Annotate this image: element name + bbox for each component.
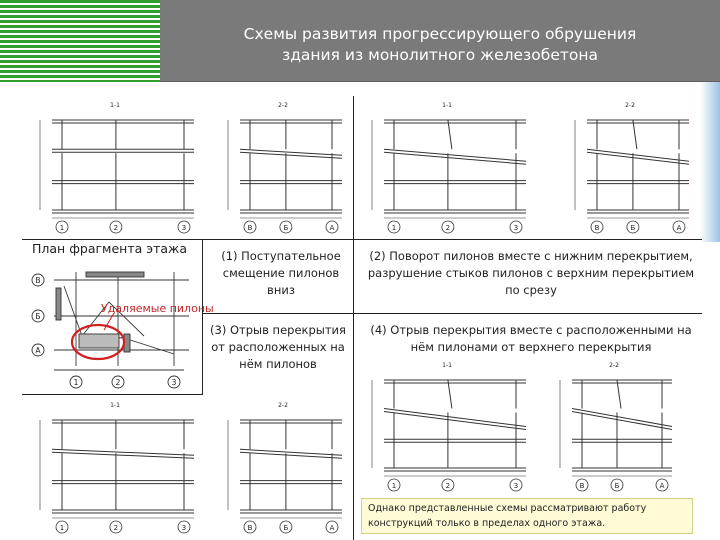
plan-axis-row-1: В <box>35 276 41 285</box>
d4a-axis-label-2: 2 <box>445 482 451 490</box>
drawing-4-section-1-1 <box>362 358 532 494</box>
drawing-1-section-1-1 <box>30 98 200 236</box>
title-line-1: Схемы развития прогрессирующего обрушения <box>243 25 637 43</box>
d3a-axis-label-3: 3 <box>181 524 187 532</box>
divider-horizontal-top <box>22 239 702 240</box>
plan-axis-col-2: 2 <box>115 378 121 387</box>
d1b-section-label: 2-2 <box>278 102 288 109</box>
d2a-axis-label-1: 1 <box>391 224 397 232</box>
d1a-axis-label-2: 2 <box>113 224 119 232</box>
d3a-axis-label-1: 1 <box>59 524 65 532</box>
d3b-axis-label-1: В <box>247 524 253 532</box>
d1b-axis-label-2: Б <box>283 224 289 232</box>
d4a-section-label: 1-1 <box>442 362 452 369</box>
page-title <box>160 24 720 66</box>
d1a-axis-label-3: 3 <box>181 224 187 232</box>
divider-vertical <box>353 96 354 540</box>
d1a-section-label: 1-1 <box>110 102 120 109</box>
d3b-section-label: 2-2 <box>278 402 288 409</box>
d2b-section-label: 2-2 <box>625 102 635 109</box>
d2b-axis-label-1: В <box>594 224 600 232</box>
d3b-axis-label-3: А <box>329 524 335 532</box>
title-line-2: здания из монолитного железобетона <box>281 46 599 64</box>
plan-axis-col-3: 3 <box>171 378 177 387</box>
d4b-axis-label-3: А <box>659 482 665 490</box>
d4b-axis-label-2: Б <box>614 482 620 490</box>
d1a-axis-label-1: 1 <box>59 224 65 232</box>
header-stripes <box>0 0 160 82</box>
accent-bar <box>700 82 720 242</box>
plan-axis-row-3: А <box>35 346 41 355</box>
d3a-section-label: 1-1 <box>110 402 120 409</box>
d2a-axis-label-3: 3 <box>513 224 519 232</box>
d2b-axis-label-3: А <box>676 224 682 232</box>
divider-horizontal-plan <box>22 394 202 395</box>
d2a-axis-label-2: 2 <box>445 224 451 232</box>
drawing-4-section-2-2 <box>550 358 678 494</box>
d3b-axis-label-2: Б <box>283 524 289 532</box>
plan-axis-col-1: 1 <box>73 378 79 387</box>
caption-scheme-1: (1) Поступательное смещение пилонов вниз <box>221 249 341 297</box>
caption-scheme-2: (2) Поворот пилонов вместе с нижним перекрытием, разрушение стыков пилонов с верхним перекрытием по срезу <box>367 249 695 297</box>
divider-plan-right <box>202 239 203 395</box>
d1b-axis-label-1: В <box>247 224 253 232</box>
d4b-section-label: 2-2 <box>609 362 619 369</box>
d4a-axis-label-3: 3 <box>513 482 519 490</box>
note-line-1: Однако представленные схемы рассматривают работу <box>368 503 647 514</box>
drawing-1-section-2-2 <box>218 98 348 236</box>
caption-scheme-4: (4) Отрыв перекрытия вместе с расположенными на нём пилонами от верхнего перекрытия <box>370 323 692 354</box>
plan-title: План фрагмента этажа <box>32 241 187 256</box>
d2b-axis-label-2: Б <box>630 224 636 232</box>
drawing-3-section-2-2 <box>218 398 348 536</box>
removed-pylons-label: Удаляемые пилоны <box>101 302 214 315</box>
d3a-axis-label-2: 2 <box>113 524 119 532</box>
d4a-axis-label-1: 1 <box>391 482 397 490</box>
note-line-2: конструкций только в пределах одного этажа. <box>368 518 606 529</box>
d2a-section-label: 1-1 <box>442 102 452 109</box>
d4b-axis-label-1: В <box>579 482 585 490</box>
note-box <box>361 498 693 534</box>
drawing-2-section-2-2 <box>565 98 695 236</box>
d1b-axis-label-3: А <box>329 224 335 232</box>
plan-axis-row-2: Б <box>35 312 41 321</box>
floor-plan <box>24 258 200 392</box>
divider-captions <box>202 313 702 314</box>
drawing-2-section-1-1 <box>362 98 532 236</box>
caption-scheme-3: (3) Отрыв перекрытия от расположенных на нём пилонов <box>210 323 346 371</box>
drawing-3-section-1-1 <box>30 398 200 536</box>
